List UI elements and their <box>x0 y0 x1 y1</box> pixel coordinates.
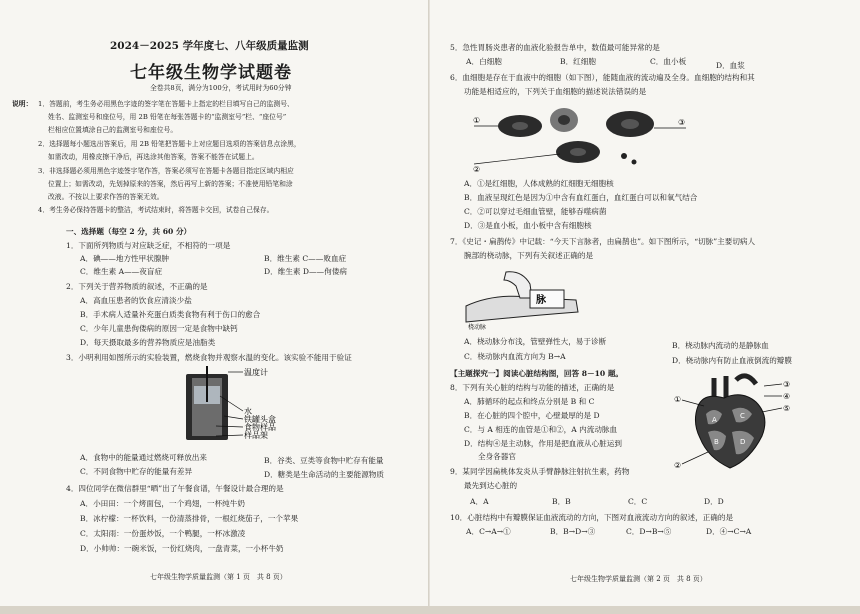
question-3-option-b[interactable]: B．谷类、豆类等食物中贮存有能量 <box>264 456 384 465</box>
pulse-caption: 桡动脉 <box>468 324 487 331</box>
heart-body <box>695 395 764 468</box>
doctor-fingers <box>504 272 532 298</box>
exam-page-2 <box>430 0 860 614</box>
chamber-c-label: C <box>740 412 745 420</box>
question-4-stem: 4．四位同学在微信群里“晒”出了午餐食谱，午餐设计最合理的是 <box>66 484 284 493</box>
label-stand: 样品架 <box>244 431 268 440</box>
note-line: 1．答题前，考生务必用黑色字迹的签字笔在答题卡上指定的栏目填写自己的监测号、 <box>38 100 294 108</box>
chamber-b-label: B <box>714 438 719 446</box>
question-5-option-a[interactable]: A．白细胞 <box>466 57 502 66</box>
heart-label-3: ③ <box>783 380 791 389</box>
note-line: 如需改动，用橡皮擦干净后，再选涂其他答案，答案不能答在试题上。 <box>48 153 259 161</box>
question-9-option-d[interactable]: D．D <box>704 497 724 506</box>
heart-label-5: ⑤ <box>783 404 791 413</box>
note-line: 姓名、监测室号和座位号，用 2B 铅笔在每张答题卡的“监测室号”栏、“座位号” <box>48 113 287 121</box>
label-thermometer: 温度计 <box>244 368 268 377</box>
note-line: 2．选择题每小题选出答案后，用 2B 铅笔把答题卡上对应题目选项的答案信息点涂黑， <box>38 140 301 148</box>
question-6-stem-cont: 功能是相适应的，下列关于血细胞的描述说法错误的是 <box>464 87 647 96</box>
combustion-apparatus-figure <box>168 366 298 446</box>
question-1-option-a[interactable]: A．碘——地方性甲状腺肿 <box>80 254 170 263</box>
question-9-option-a[interactable]: A．A <box>470 497 489 506</box>
note-line: 位置上；如需改动，先划掉原来的答案，然后再写上新的答案；不准使用铅笔和涂 <box>48 180 293 188</box>
heart-label-2: ② <box>674 461 682 470</box>
question-8-stem: 8．下列有关心脏的结构与功能的描述，正确的是 <box>450 383 615 392</box>
exam-header: 2024－2025 学年度七、八年级质量监测 <box>110 40 309 52</box>
question-8-option-d-cont: 全身各器官 <box>478 452 516 461</box>
question-6-option-c[interactable]: C．②可以穿过毛细血管壁，能够吞噬病菌 <box>464 207 607 216</box>
question-8-option-a[interactable]: A．肺循环的起点和终点分别是 B 和 C <box>464 397 595 406</box>
question-7-option-c[interactable]: C．桡动脉内血流方向为 B→A <box>464 352 566 361</box>
notes-label: 说明： <box>12 100 33 108</box>
question-3-option-a[interactable]: A．食物中的能量通过燃烧可释放出来 <box>80 453 207 462</box>
section-heading: 一、选择题（每空 2 分，共 60 分） <box>66 227 192 236</box>
question-4-option-a[interactable]: A．小田田：一个烤面包，一个鸡翅，一杯纯牛奶 <box>80 499 245 508</box>
label-can: 铁罐头盒 <box>244 415 276 424</box>
note-line: 改液。不按以上要求作答的答案无效。 <box>48 193 164 201</box>
question-1-stem: 1．下面所列物质与对应缺乏症，不相符的一项是 <box>66 241 231 250</box>
question-3-option-d[interactable]: D．糖类是生命活动的主要能源物质 <box>264 470 384 479</box>
question-10-stem: 10．心脏结构中有瓣膜保证血液流动的方向，下图对血液流动方向的叙述，正确的是 <box>450 513 734 522</box>
note-line: 栏相应位置填涂自己的监测室号和座位号。 <box>48 126 178 134</box>
question-4-option-d[interactable]: D．小帅帅：一碗米饭，一份红烧肉，一盘青菜，一小杯牛奶 <box>80 544 284 553</box>
question-2-option-d[interactable]: D．每天摄取最多的营养物质应是油脂类 <box>80 338 216 347</box>
note-line: 4．考生务必保持答题卡的整洁，考试结束时，将答题卡交回，试卷自己保存。 <box>38 206 274 214</box>
question-9-stem: 9．某同学因扁桃体发炎从手臂静脉注射抗生素，药物 <box>450 467 630 476</box>
blood-cells-figure <box>474 104 694 176</box>
heart-structure-figure <box>674 372 794 472</box>
question-8-option-c[interactable]: C．与 A 相连的血管是①和②，A 内流动脉血 <box>464 425 618 434</box>
question-10-option-d[interactable]: D．④→C→A <box>706 527 752 536</box>
chamber-a-label: A <box>712 416 717 424</box>
question-9-option-b[interactable]: B．B <box>552 497 571 506</box>
question-5-option-d[interactable]: D．血浆 <box>716 61 745 70</box>
question-9-option-c[interactable]: C．C <box>628 497 648 506</box>
question-2-option-b[interactable]: B．手术病人适量补充蛋白质类食物有利于伤口的愈合 <box>80 310 261 319</box>
question-2-option-c[interactable]: C．少年儿童患佝偻病的原因一定是食物中缺钙 <box>80 324 238 333</box>
question-10-option-a[interactable]: A．C→A→① <box>466 527 511 536</box>
label-water: 水 <box>244 407 252 416</box>
question-9-stem-cont: 最先到达心脏的 <box>464 481 518 490</box>
label-cell-1: ① <box>473 116 481 125</box>
pulse-label: 脉 <box>536 295 546 306</box>
question-7-option-a[interactable]: A．桡动脉分布浅，管壁弹性大，易于诊断 <box>464 337 607 346</box>
question-10-option-c[interactable]: C．D→B→⑤ <box>626 527 672 536</box>
platelet <box>621 153 627 159</box>
question-2-option-a[interactable]: A．高血压患者的饮食应清淡少盐 <box>80 296 192 305</box>
heart-label-4: ④ <box>783 392 791 401</box>
question-7-stem-cont: 腕部的桡动脉，下列有关叙述正确的是 <box>464 251 594 260</box>
question-6-option-d[interactable]: D．③是血小板，血小板中含有细胞核 <box>464 221 592 230</box>
question-5-stem: 5．急性胃肠炎患者的血液化验报告单中，数值最可能异常的是 <box>450 43 660 52</box>
score-note: 全卷共8页，满分为100分，考试用时为60分钟 <box>150 84 292 92</box>
scan-edge-bottom <box>0 606 860 614</box>
question-7-stem: 7．《史记・扁鹊传》中记载：“今天下言脉者，由扁鹊也”。如下图所示，“切脉”主要切病人 <box>450 237 756 246</box>
question-6-option-b[interactable]: B．血液呈现红色是因为①中含有血红蛋白，血红蛋白可以和氧气结合 <box>464 193 698 202</box>
question-10-option-b[interactable]: B．B→D→③ <box>550 527 596 536</box>
question-3-option-c[interactable]: C．不同食物中贮存的能量有差异 <box>80 467 193 476</box>
question-8-option-b[interactable]: B．在心脏的四个腔中，心壁最厚的是 D <box>464 411 600 420</box>
chamber-d-label: D <box>740 438 746 446</box>
question-7-option-b[interactable]: B．桡动脉内流动的是静脉血 <box>672 341 769 350</box>
label-cell-3: ③ <box>678 118 686 127</box>
note-line: 3．非选择题必须用黑色字迹签字笔作答，答案必须写在答题卡各题目指定区域内相应 <box>38 167 294 175</box>
page-footer: 七年级生物学质量监测（第 1 页 共 8 页） <box>150 573 287 581</box>
question-2-stem: 2．下列关于营养物质的叙述，不正确的是 <box>66 282 208 291</box>
page-footer: 七年级生物学质量监测（第 2 页 共 8 页） <box>570 575 707 583</box>
platelet <box>632 160 637 165</box>
question-5-option-b[interactable]: B．红细胞 <box>560 57 596 66</box>
question-1-option-d[interactable]: D．维生素 D——佝偻病 <box>264 267 347 276</box>
question-3-stem: 3．小明利用如图所示的实验装置，燃烧食物并观察水温的变化。该实验不能用于验证 <box>66 353 352 362</box>
question-5-option-c[interactable]: C．血小板 <box>650 57 687 66</box>
question-1-option-c[interactable]: C．维生素 A——夜盲症 <box>80 267 163 276</box>
question-7-option-d[interactable]: D．桡动脉内有防止血液倒流的瓣膜 <box>672 356 792 365</box>
question-6-option-a[interactable]: A．①是红细胞，人体成熟的红细胞无细胞核 <box>464 179 614 188</box>
question-1-option-b[interactable]: B．维生素 C——败血症 <box>264 254 347 263</box>
pulse-figure <box>466 264 606 330</box>
question-8-option-d[interactable]: D．结构④是主动脉，作用是把血液从心脏运到 <box>464 439 622 448</box>
question-4-option-c[interactable]: C．太阳雨：一份蛋炒饭，一个鸭腿，一杯冰激凌 <box>80 529 246 538</box>
question-4-option-b[interactable]: B．冰柠檬：一杯饮料，一份清蒸排骨，一根红烧茄子，一个苹果 <box>80 514 299 523</box>
label-food: 食物样品 <box>244 423 276 432</box>
heart-label-1: ① <box>674 395 682 404</box>
theme-heading: 【主题探究一】阅读心脏结构图，回答 8－10 题。 <box>450 369 624 378</box>
question-6-stem: 6．血细胞是存在于血液中的细胞（如下图），能随血液的流动遍及全身。血细胞的结构和其 <box>450 73 755 82</box>
exam-title: 七年级生物学试题卷 <box>130 63 292 83</box>
label-cell-2: ② <box>473 165 481 174</box>
